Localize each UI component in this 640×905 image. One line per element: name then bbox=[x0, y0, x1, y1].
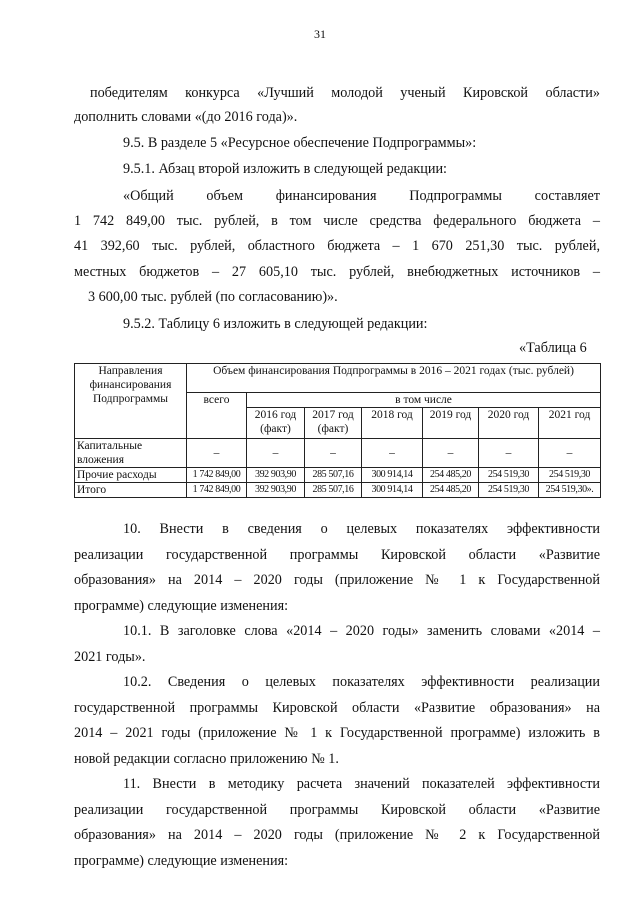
header-year: 2019 год bbox=[423, 408, 479, 439]
section-11-line-3: образования» на 2014 – 2020 годы (приложение № 2 к Государственной bbox=[74, 827, 600, 843]
table-cell: 254 485,20 bbox=[423, 483, 479, 498]
section-10-2-line-1: 10.2. Сведения о целевых показателях эффективности реализации bbox=[123, 674, 600, 690]
financing-table bbox=[74, 363, 601, 498]
header-year: 2018 год bbox=[362, 408, 423, 439]
header-volume: Объем финансирования Подпрограммы в 2016 – 2021 годах (тыс. рублей) bbox=[187, 364, 601, 393]
row-label: Капитальные вложения bbox=[75, 439, 187, 468]
table-cell: – bbox=[539, 439, 601, 468]
section-9-5-1-heading: 9.5.1. Абзац второй изложить в следующей редакции: bbox=[123, 161, 447, 177]
table-cell: – bbox=[247, 439, 305, 468]
table-row bbox=[75, 468, 601, 483]
section-10-line-3: образования» на 2014 – 2020 годы (приложение № 1 к Государственной bbox=[74, 572, 600, 588]
header-direction: Направления финансирования Подпрограммы bbox=[75, 364, 187, 439]
table-cell: 254 485,20 bbox=[423, 468, 479, 483]
section-10-1-line-1: 10.1. В заголовке слова «2014 – 2020 годы» заменить словами «2014 – bbox=[123, 623, 600, 639]
section-11-line-4: программе) следующие изменения: bbox=[74, 853, 289, 869]
table-cell: 254 519,30». bbox=[539, 483, 601, 498]
section-10-2-line-4: новой редакции согласно приложению № 1. bbox=[74, 751, 339, 767]
section-10-1-line-2: 2021 годы». bbox=[74, 649, 146, 665]
header-year: 2020 год bbox=[479, 408, 539, 439]
section-9-5-heading: 9.5. В разделе 5 «Ресурсное обеспечение Подпрограммы»: bbox=[123, 135, 477, 151]
header-year: 2021 год bbox=[539, 408, 601, 439]
table-row bbox=[75, 483, 601, 498]
table-cell: 300 914,14 bbox=[362, 468, 423, 483]
quote-line-2: 1 742 849,00 тыс. рублей, в том числе средства федерального бюджета – bbox=[74, 213, 600, 229]
table-cell: 254 519,30 bbox=[539, 468, 601, 483]
table-cell: – bbox=[305, 439, 362, 468]
table-cell: 285 507,16 bbox=[305, 468, 362, 483]
table-cell: – bbox=[423, 439, 479, 468]
table-row bbox=[75, 439, 601, 468]
header-including: в том числе bbox=[247, 393, 601, 408]
section-10-2-line-2: государственной программы Кировской области «Развитие образования» на bbox=[74, 700, 600, 716]
section-9-5-2-heading: 9.5.2. Таблицу 6 изложить в следующей редакции: bbox=[123, 316, 428, 332]
section-11-line-2: реализации государственной программы Кировской области «Развитие bbox=[74, 802, 600, 818]
table-cell: 285 507,16 bbox=[305, 483, 362, 498]
page-number: 31 bbox=[314, 27, 326, 41]
section-10-line-1: 10. Внести в сведения о целевых показателях эффективности bbox=[123, 521, 600, 537]
table-cell: – bbox=[362, 439, 423, 468]
header-total: всего bbox=[187, 393, 247, 439]
quote-line-5: 3 600,00 тыс. рублей (по согласованию)». bbox=[88, 289, 338, 305]
table-cell: – bbox=[187, 439, 247, 468]
top-paragraph-line-1: победителям конкурса «Лучший молодой ученый Кировской области» bbox=[90, 85, 600, 101]
table-cell: – bbox=[479, 439, 539, 468]
section-10-line-4: программе) следующие изменения: bbox=[74, 598, 289, 614]
section-10-line-2: реализации государственной программы Кировской области «Развитие bbox=[74, 547, 600, 563]
section-11-line-1: 11. Внести в методику расчета значений показателей эффективности bbox=[123, 776, 600, 792]
header-year: 2016 год (факт) bbox=[247, 408, 305, 439]
quote-line-1: «Общий объем финансирования Подпрограммы составляет bbox=[123, 188, 600, 204]
table-cell: 392 903,90 bbox=[247, 468, 305, 483]
table-cell: 254 519,30 bbox=[479, 483, 539, 498]
header-year: 2017 год (факт) bbox=[305, 408, 362, 439]
table-caption: «Таблица 6 bbox=[519, 340, 587, 356]
top-paragraph-line-2: дополнить словами «(до 2016 года)». bbox=[74, 109, 298, 125]
table-cell: 1 742 849,00 bbox=[187, 468, 247, 483]
table-cell: 392 903,90 bbox=[247, 483, 305, 498]
table-cell: 300 914,14 bbox=[362, 483, 423, 498]
quote-line-3: 41 392,60 тыс. рублей, областного бюджета – 1 670 251,30 тыс. рублей, bbox=[74, 238, 600, 254]
section-10-2-line-3: 2014 – 2021 годы (приложение № 1 к Государственной программе) изложить в bbox=[74, 725, 600, 741]
quote-line-4: местных бюджетов – 27 605,10 тыс. рублей, внебюджетных источников – bbox=[74, 264, 600, 280]
row-label: Итого bbox=[75, 483, 187, 498]
table-cell: 1 742 849,00 bbox=[187, 483, 247, 498]
row-label: Прочие расходы bbox=[75, 468, 187, 483]
table-cell: 254 519,30 bbox=[479, 468, 539, 483]
